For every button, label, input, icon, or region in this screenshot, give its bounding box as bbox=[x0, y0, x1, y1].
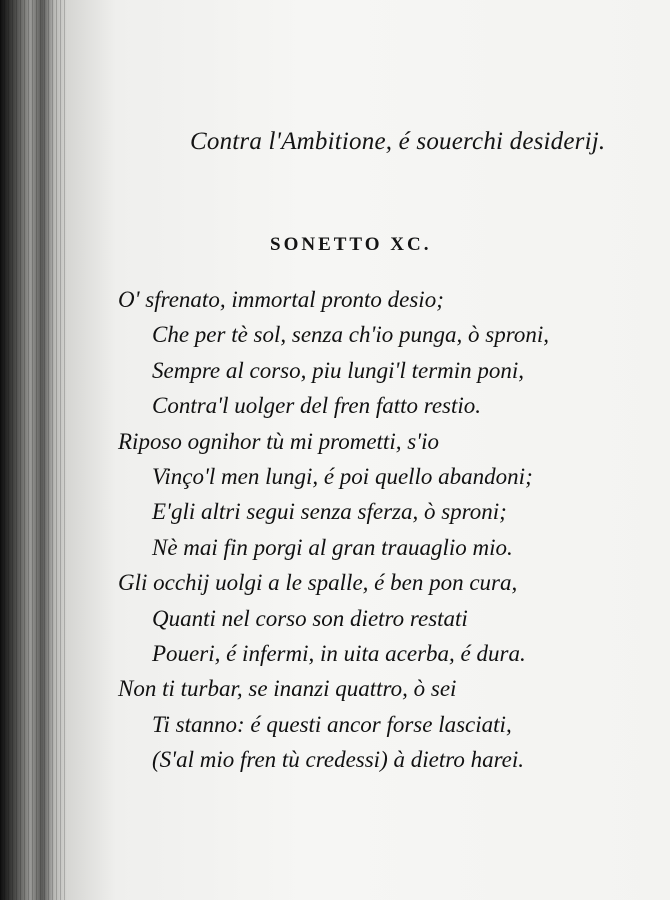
verse-line-9: Gli occhij uolgi a le spalle, é ben pon cura, bbox=[118, 570, 518, 596]
verse-line-1: O' sfrenato, immortal pronto desio; bbox=[118, 287, 444, 312]
verse-line-10: Quanti nel corso son dietro restati bbox=[152, 605, 468, 631]
sonnet-body bbox=[118, 282, 558, 778]
verse-line-13: Ti stanno: é questi ancor forse lasciati, bbox=[152, 711, 512, 737]
verse-line-12: Non ti turbar, se inanzi quattro, ò sei bbox=[118, 676, 457, 702]
page-header: Contra l'Ambitione, é souerchi desiderij. bbox=[190, 128, 606, 155]
verse-line-4: Contra'l uolger del fren fatto restio. bbox=[152, 393, 482, 419]
verse-line-8: Nè mai fin porgi al gran trauaglio mio. bbox=[152, 534, 513, 560]
verse-line-14: (S'al mio fren tù credessi) à dietro harei. bbox=[152, 747, 525, 773]
sonnet-title: SONETTO XC. bbox=[270, 234, 432, 255]
verse-line-2: Che per tè sol, senza ch'io punga, ò sproni, bbox=[152, 322, 549, 348]
verse-line-11: Poueri, é infermi, in uita acerba, é dura. bbox=[152, 641, 526, 667]
verse-line-3: Sempre al corso, piu lungi'l termin poni, bbox=[152, 357, 525, 383]
spine-edge-lines bbox=[0, 0, 68, 900]
verse-line-7: E'gli altri segui senza sferza, ò sproni; bbox=[152, 499, 507, 525]
verse-line-6: Vinço'l men lungi, é poi quello abandoni; bbox=[152, 464, 533, 490]
verse-line-5: Riposo ognihor tù mi prometti, s'io bbox=[118, 428, 439, 454]
